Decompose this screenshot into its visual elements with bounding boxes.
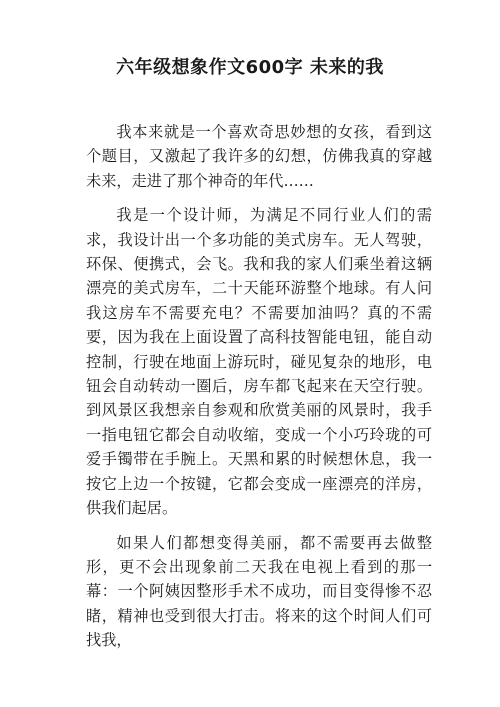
document-title: 六年级想象作文600字 未来的我 [116,57,384,78]
paragraph-1: 我本来就是一个喜欢奇思妙想的女孩，看到这个题目，又激起了我许多的幻想，仿佛我真的穿越未来，走进了那个神奇的年代…… [86,123,432,190]
document-body [86,120,432,663]
paragraph-3: 如果人们都想变得美丽，都不需要再去做整形，更不会出现象前二天我在电视上看到的那一幕：一个阿姨因整形手术不成功，而目变得惨不忍睹，精神也受到很大打击。将来的这个时间人们可找我， [86,533,432,650]
paragraph-2: 我是一个设计师，为满足不同行业人们的需求，我设计出一个多功能的美式房车。无人驾驶，环保、便携式，会飞。我和我的家人们乘坐着这辆漂亮的美式房车，二十天能环游整个地球。有人问我这房车不需要充电？不需要加油吗？真的不需要，因为我在上面设置了高科技智能电钮，能自动控制，行驶在地面上游玩时，碰见复杂的地形，电钮会自动转动一圈后，房车都飞起来在天空行驶。到风景区我想亲自参观和欣赏美丽的风景时，我手一指电钮它都会自动收缩，变成一个小巧玲珑的可爱手镯带在手腕上。天黑和累的时候想休息，我一按它上边一个按键，它都会变成一座漂亮的洋房，供我们起居。 [86,206,432,518]
